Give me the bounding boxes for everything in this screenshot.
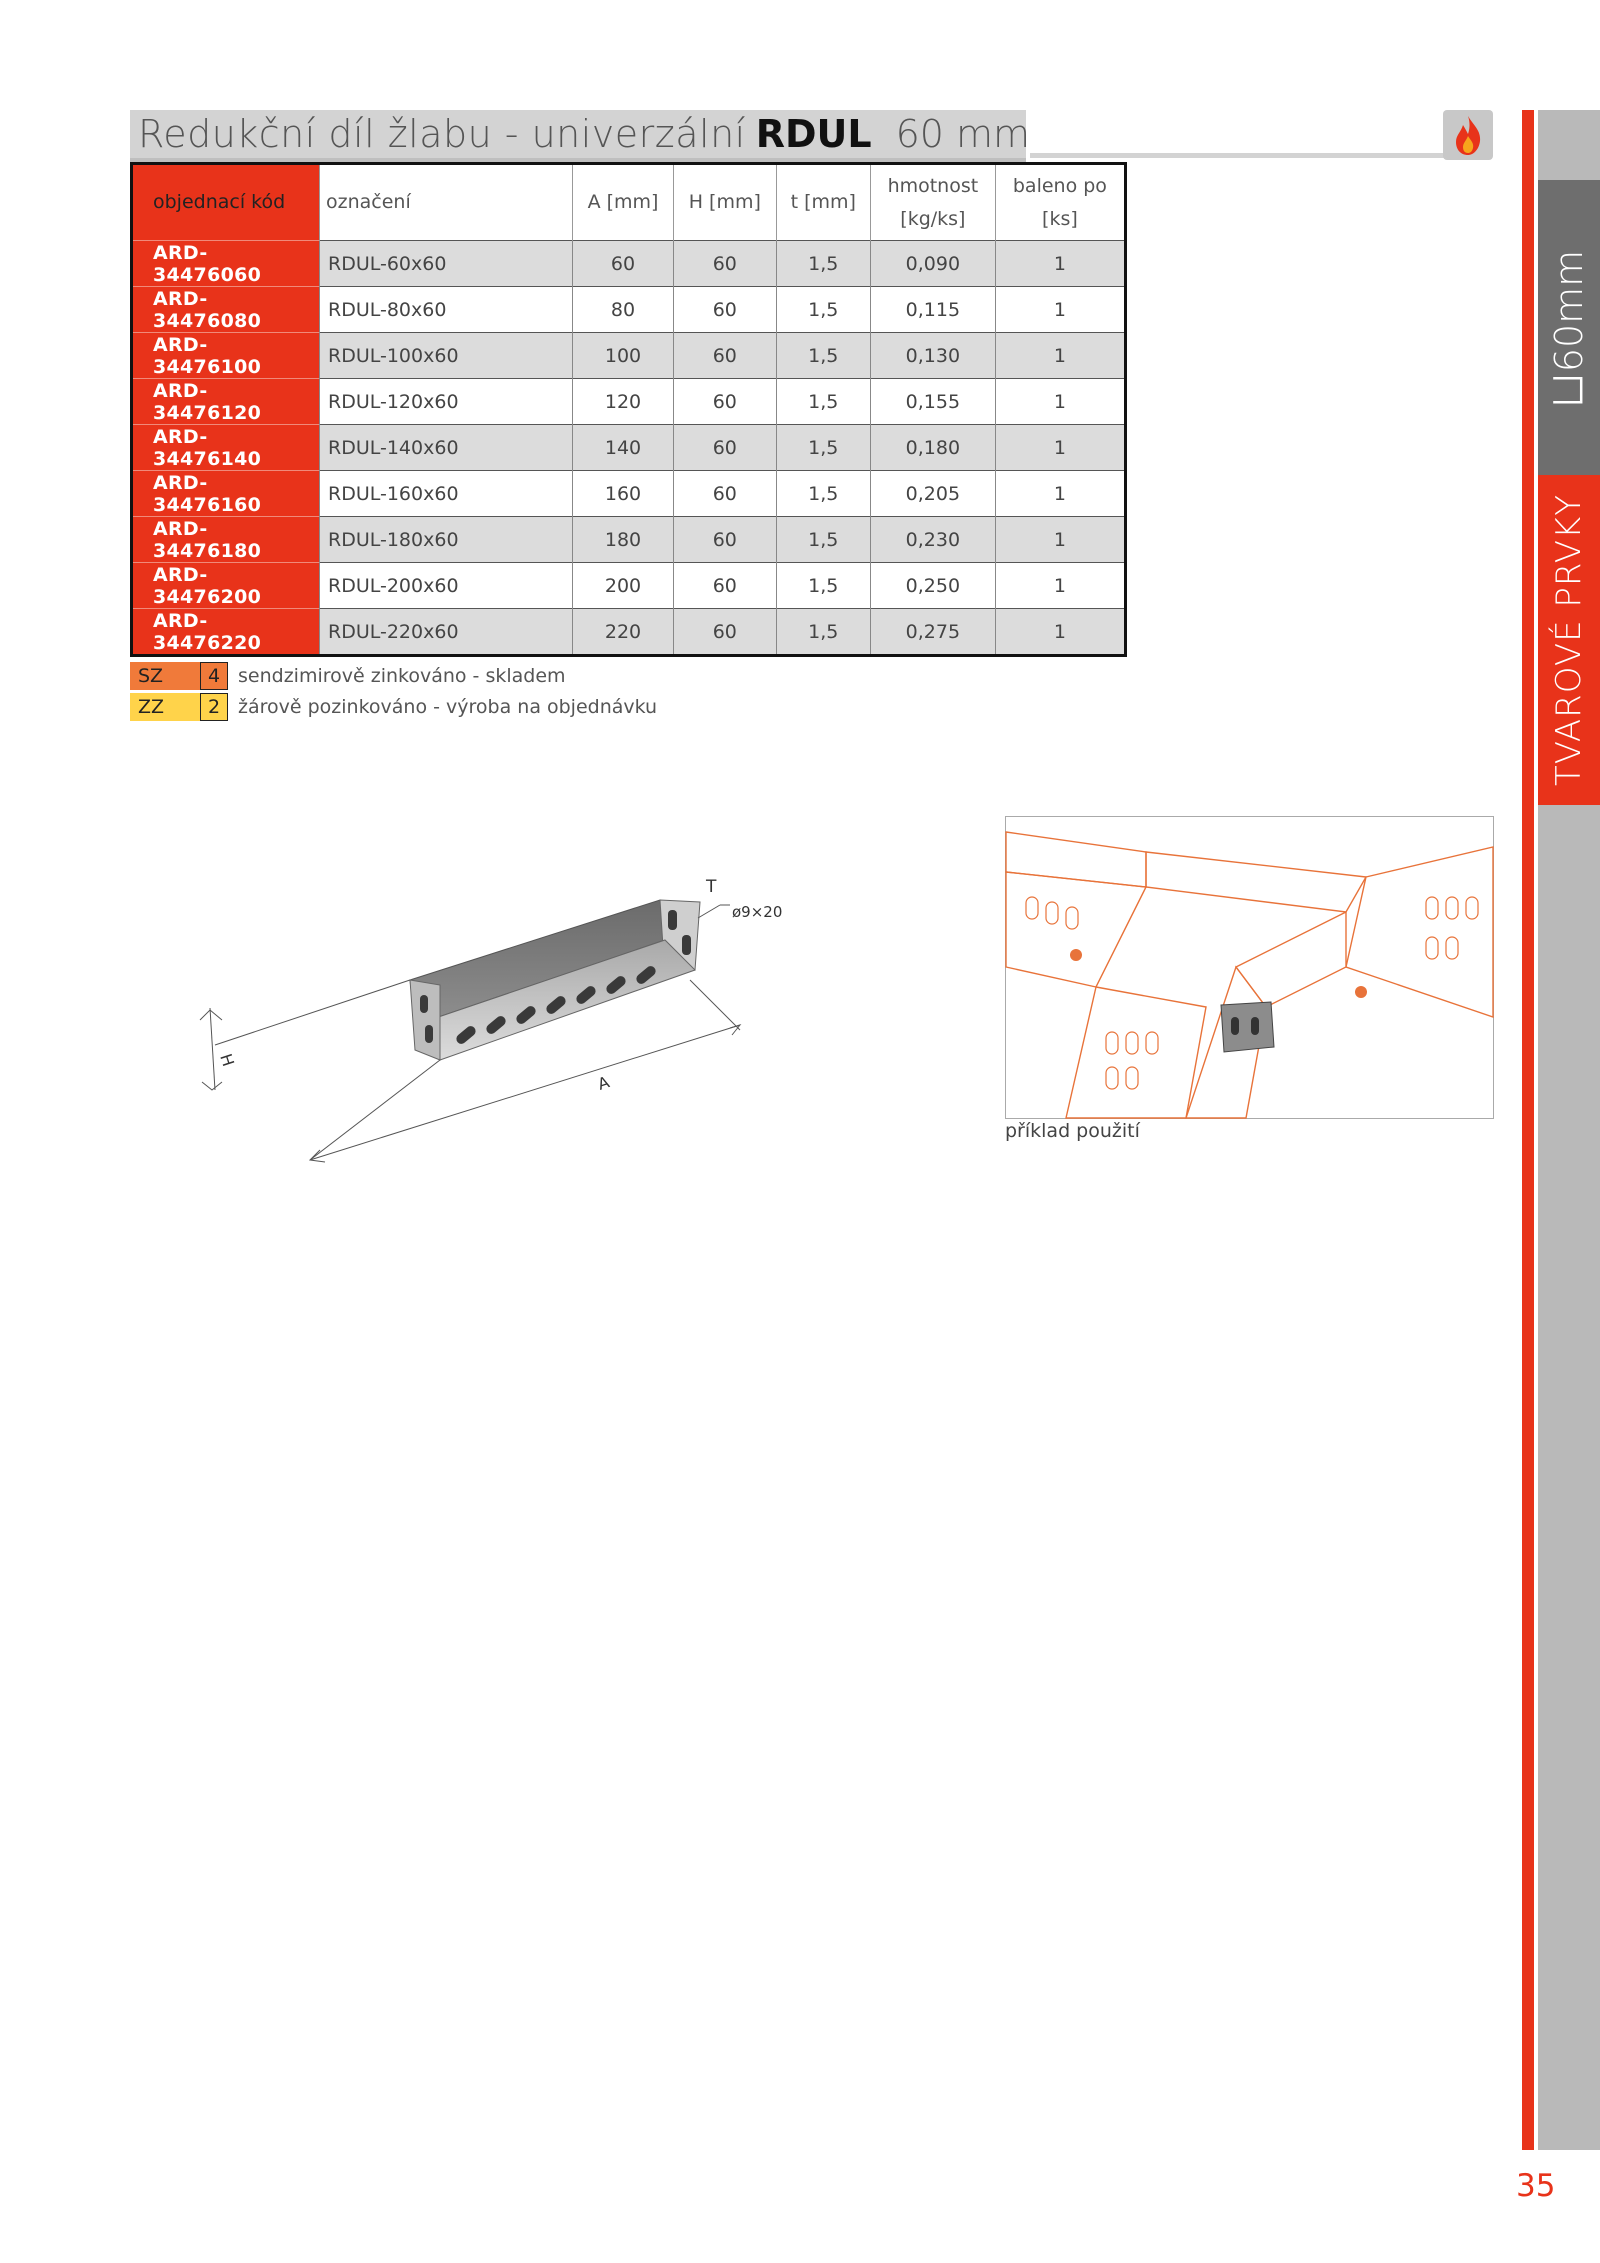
cell-t: 1,5 — [776, 563, 870, 609]
cell-a: 180 — [573, 517, 674, 563]
fire-icon — [1443, 110, 1493, 160]
cell-pack: 1 — [995, 241, 1125, 287]
legend-num: 4 — [200, 662, 228, 690]
table-row — [132, 241, 1126, 287]
header-pack — [995, 164, 1125, 241]
page-title: Redukční díl žlabu - univerzální — [138, 112, 746, 156]
dim-h-label: H — [216, 1051, 238, 1069]
cell-code: ARD-34476100 — [132, 333, 320, 379]
cell-pack: 1 — [995, 333, 1125, 379]
dim-a-label: A — [595, 1072, 612, 1094]
table-row — [132, 471, 1126, 517]
header-name: označení — [320, 164, 573, 241]
header-code: objednací kód — [132, 164, 320, 241]
side-dimension-wrap — [1538, 180, 1600, 475]
cell-code: ARD-34476180 — [132, 517, 320, 563]
product-code: RDUL — [755, 112, 872, 156]
cell-code: ARD-34476220 — [132, 609, 320, 656]
title-underline — [1030, 153, 1492, 158]
header-pack-l1: baleno po — [1012, 174, 1107, 197]
tray-height-icon — [1549, 372, 1589, 406]
side-accent-line — [1522, 110, 1534, 2150]
photo-caption: příklad použití — [1005, 1120, 1140, 1142]
cell-weight: 0,130 — [870, 333, 995, 379]
legend-row-sz — [130, 662, 566, 690]
cell-t: 1,5 — [776, 287, 870, 333]
cell-a: 100 — [573, 333, 674, 379]
cell-name: RDUL-220x60 — [320, 609, 573, 656]
cell-t: 1,5 — [776, 517, 870, 563]
cell-weight: 0,155 — [870, 379, 995, 425]
table-row — [132, 425, 1126, 471]
table-row — [132, 287, 1126, 333]
cell-t: 1,5 — [776, 241, 870, 287]
table-row — [132, 517, 1126, 563]
cell-a: 140 — [573, 425, 674, 471]
header-a: A [mm] — [573, 164, 674, 241]
cell-h: 60 — [674, 425, 777, 471]
cell-weight: 0,090 — [870, 241, 995, 287]
cell-name: RDUL-140x60 — [320, 425, 573, 471]
cell-a: 220 — [573, 609, 674, 656]
side-dimension-label: 60mm — [1547, 249, 1592, 372]
table-row — [132, 333, 1126, 379]
table-header-row — [132, 164, 1126, 241]
page-title-bar — [130, 110, 1031, 163]
legend-abbr: SZ — [130, 662, 200, 690]
cell-weight: 0,275 — [870, 609, 995, 656]
cell-weight: 0,205 — [870, 471, 995, 517]
thickness-label: T — [706, 877, 717, 897]
cell-a: 120 — [573, 379, 674, 425]
header-h: H [mm] — [674, 164, 777, 241]
cell-weight: 0,230 — [870, 517, 995, 563]
header-pack-l2: [ks] — [1042, 207, 1078, 230]
cell-code: ARD-34476160 — [132, 471, 320, 517]
cell-h: 60 — [674, 287, 777, 333]
product-drawing — [216, 860, 790, 1160]
cell-a: 80 — [573, 287, 674, 333]
table-row — [132, 379, 1126, 425]
example-image — [1005, 816, 1494, 1119]
hole-label: ø9×20 — [732, 903, 783, 921]
cell-name: RDUL-100x60 — [320, 333, 573, 379]
legend-abbr: ZZ — [130, 693, 200, 721]
cell-pack: 1 — [995, 379, 1125, 425]
cell-h: 60 — [674, 241, 777, 287]
cell-code: ARD-34476140 — [132, 425, 320, 471]
legend-text: sendzimirově zinkováno - skladem — [238, 665, 566, 687]
cell-h: 60 — [674, 379, 777, 425]
cell-pack: 1 — [995, 563, 1125, 609]
header-weight — [870, 164, 995, 241]
side-section-wrap — [1538, 475, 1600, 805]
cell-name: RDUL-160x60 — [320, 471, 573, 517]
cell-weight: 0,115 — [870, 287, 995, 333]
legend-text: žárově pozinkováno - výroba na objednávku — [238, 696, 658, 718]
cell-weight: 0,250 — [870, 563, 995, 609]
cell-a: 60 — [573, 241, 674, 287]
cell-name: RDUL-60x60 — [320, 241, 573, 287]
cell-code: ARD-34476080 — [132, 287, 320, 333]
spec-table — [130, 162, 1127, 657]
cell-a: 200 — [573, 563, 674, 609]
cell-name: RDUL-80x60 — [320, 287, 573, 333]
cell-pack: 1 — [995, 471, 1125, 517]
table-row — [132, 563, 1126, 609]
cell-code: ARD-34476060 — [132, 241, 320, 287]
cell-t: 1,5 — [776, 333, 870, 379]
cell-name: RDUL-120x60 — [320, 379, 573, 425]
header-weight-l2: [kg/ks] — [900, 207, 966, 230]
cell-pack: 1 — [995, 517, 1125, 563]
side-section-label: TVAROVÉ PRVKY — [1549, 493, 1590, 787]
header-weight-l1: hmotnost — [887, 174, 979, 197]
cell-h: 60 — [674, 517, 777, 563]
legend-row-zz — [130, 693, 657, 721]
table-row — [132, 609, 1126, 656]
cell-code: ARD-34476200 — [132, 563, 320, 609]
cell-pack: 1 — [995, 287, 1125, 333]
cell-t: 1,5 — [776, 379, 870, 425]
cell-code: ARD-34476120 — [132, 379, 320, 425]
cell-h: 60 — [674, 471, 777, 517]
height-label: 60 mm — [895, 112, 1031, 156]
cell-pack: 1 — [995, 425, 1125, 471]
page-number: 35 — [1516, 2168, 1556, 2204]
cell-weight: 0,180 — [870, 425, 995, 471]
cell-t: 1,5 — [776, 609, 870, 656]
cell-h: 60 — [674, 563, 777, 609]
header-t: t [mm] — [776, 164, 870, 241]
cell-t: 1,5 — [776, 425, 870, 471]
cell-pack: 1 — [995, 609, 1125, 656]
cell-h: 60 — [674, 609, 777, 656]
cell-h: 60 — [674, 333, 777, 379]
cell-t: 1,5 — [776, 471, 870, 517]
cell-name: RDUL-180x60 — [320, 517, 573, 563]
legend-num: 2 — [200, 693, 228, 721]
cell-name: RDUL-200x60 — [320, 563, 573, 609]
cell-a: 160 — [573, 471, 674, 517]
